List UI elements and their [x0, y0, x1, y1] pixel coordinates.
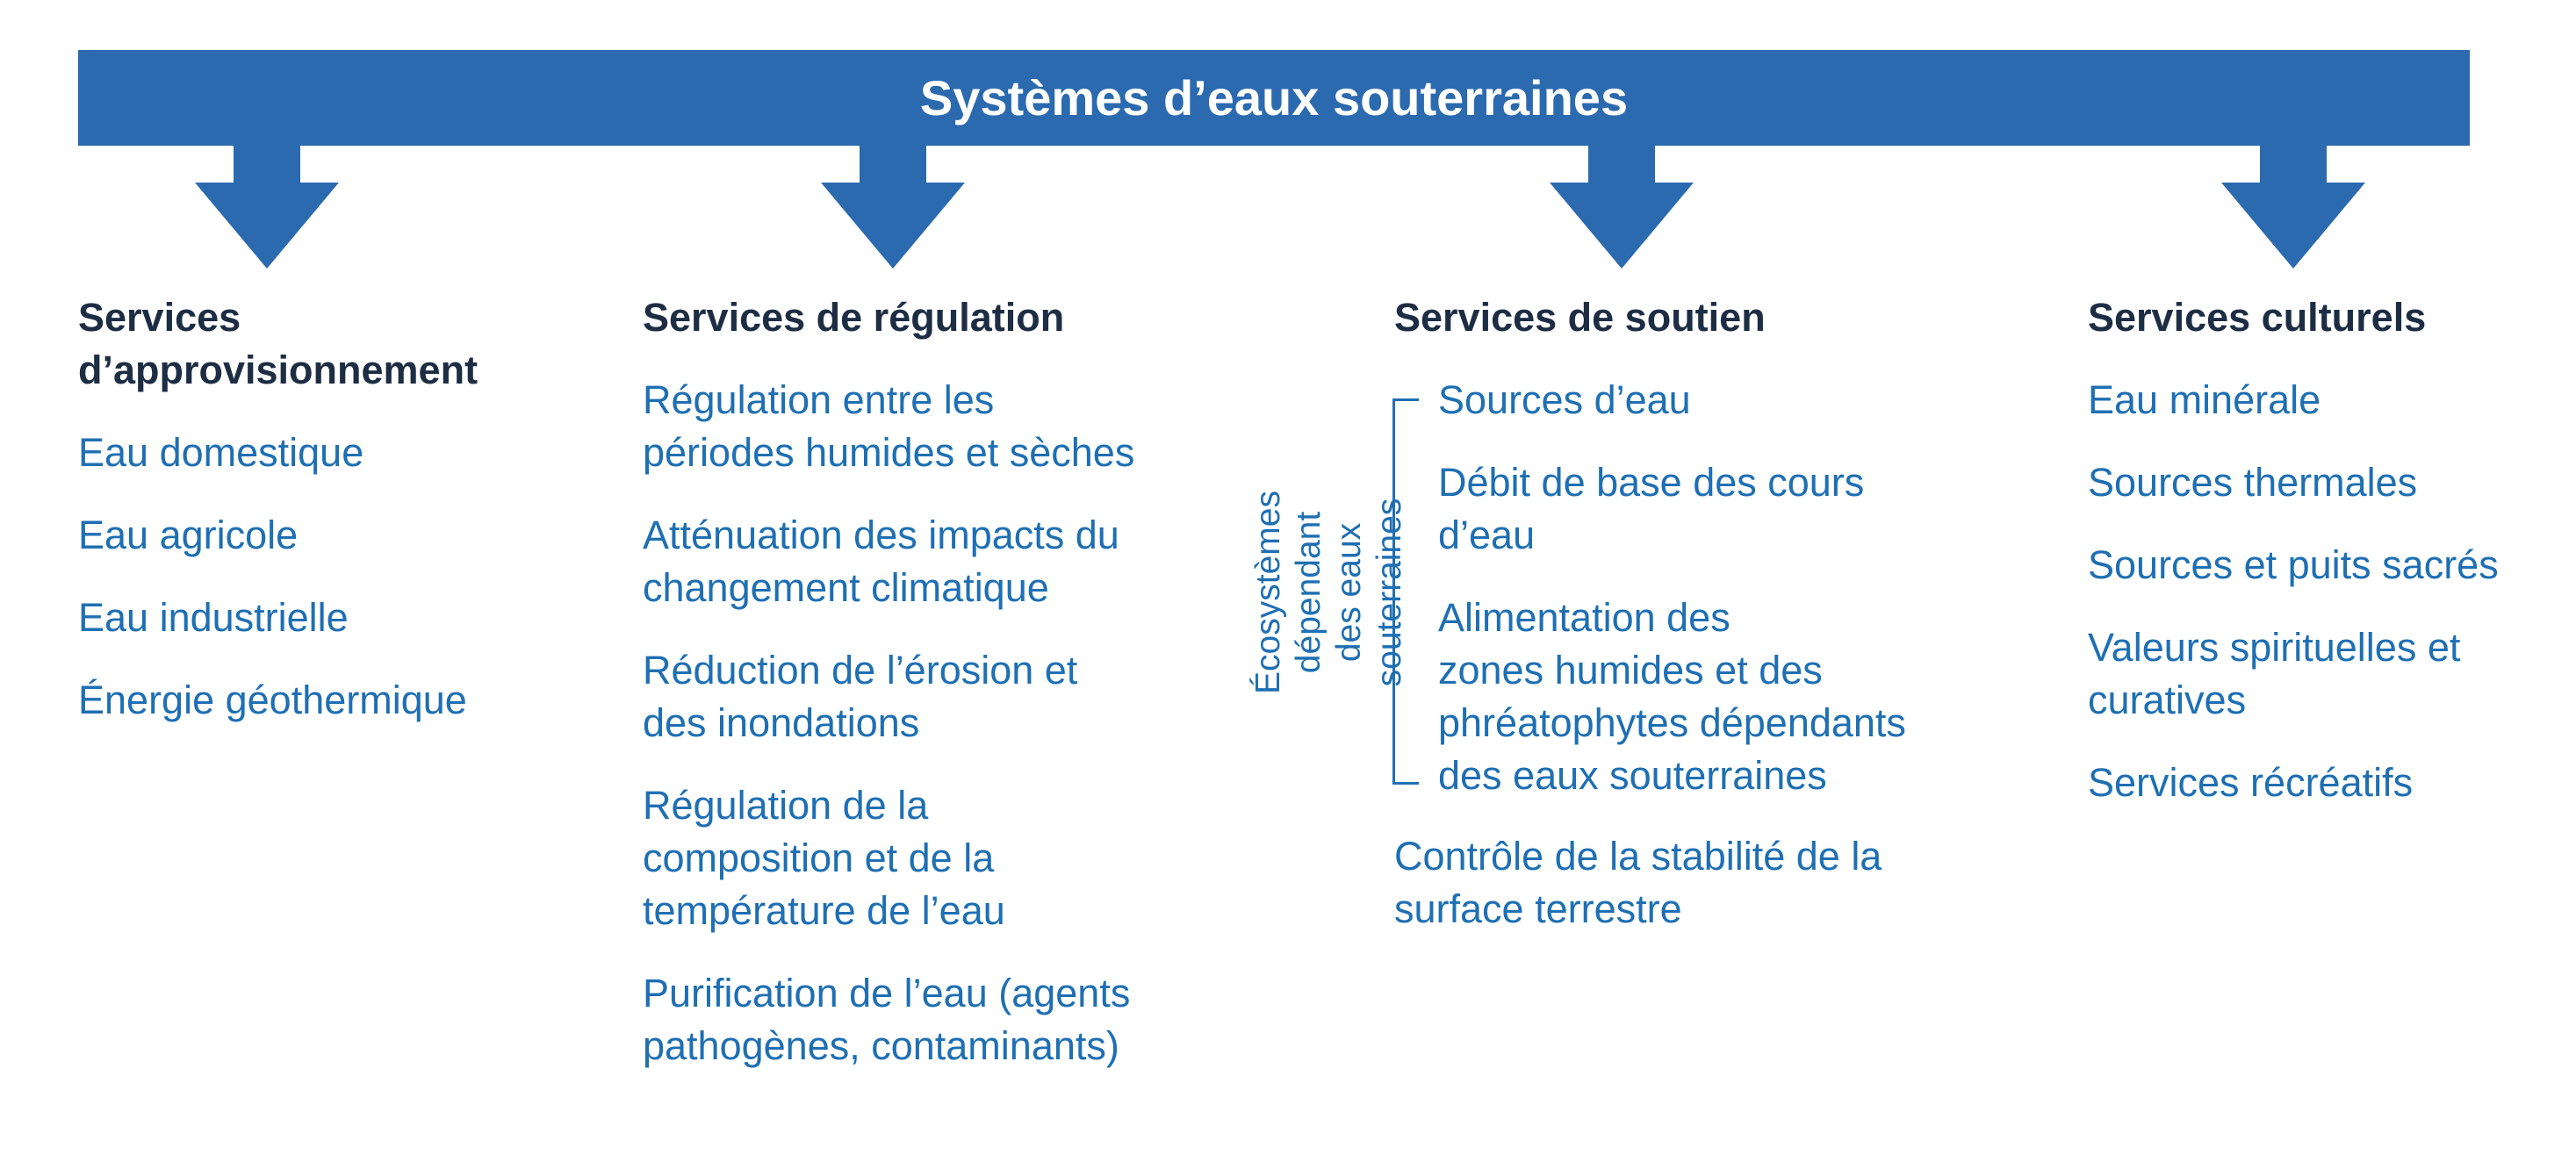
list-item: Sources d’eau	[1438, 377, 1691, 422]
column-title: Services d’approvisionnement	[78, 295, 479, 392]
support-other-items	[1394, 830, 2009, 965]
column-title: Services de soutien	[1394, 295, 1766, 340]
list-item: Contrôle de la stabilité de la surface terrestre	[1394, 834, 1882, 931]
list-item: Eau domestique	[78, 430, 364, 475]
title-banner	[78, 50, 2470, 146]
list-item: Atténuation des impacts du changement climatique	[643, 513, 1119, 610]
arrow-provisioning	[195, 140, 339, 269]
list-item: Eau industrielle	[78, 595, 349, 640]
list-item: Régulation entre les périodes humides et sèches	[643, 377, 1135, 475]
column-title: Services de régulation	[643, 295, 1065, 340]
column-support	[1394, 291, 2009, 374]
list-item: Sources et puits sacrés	[2088, 542, 2499, 587]
list-item: Services récréatifs	[2088, 760, 2414, 805]
group-label-text: Écosystèmes dépendant des eaux souterraines	[1249, 491, 1408, 694]
column-provisioning	[78, 291, 605, 757]
list-item: Énergie géothermique	[78, 678, 467, 722]
group-bracket	[1392, 398, 1419, 785]
list-item: Alimentation des zones humides et des phréatophytes dépendants des eaux souterraines	[1438, 595, 1906, 798]
diagram-title: Systèmes d’eaux souterraines	[919, 70, 1629, 126]
list-item: Valeurs spirituelles et curatives	[2088, 625, 2461, 722]
list-item: Réduction de l’érosion et des inondations	[643, 648, 1078, 745]
list-item: Débit de base des cours d’eau	[1438, 460, 1865, 557]
support-group-items	[1438, 374, 2035, 832]
list-item: Sources thermales	[2088, 460, 2418, 505]
column-regulation	[643, 291, 1240, 1102]
list-item: Purification de l’eau (agents pathogènes, contaminants)	[643, 971, 1131, 1068]
arrow-regulation	[821, 140, 965, 269]
arrow-cultural	[2221, 140, 2365, 269]
column-title: Services culturels	[2088, 295, 2427, 340]
arrow-support	[1550, 140, 1694, 269]
list-item: Régulation de la composition et de la température de l’eau	[643, 783, 1005, 933]
ecosystems-group-label	[1249, 404, 1408, 781]
list-item: Eau agricole	[78, 513, 299, 557]
column-cultural	[2088, 291, 2562, 839]
list-item: Eau minérale	[2088, 377, 2321, 422]
